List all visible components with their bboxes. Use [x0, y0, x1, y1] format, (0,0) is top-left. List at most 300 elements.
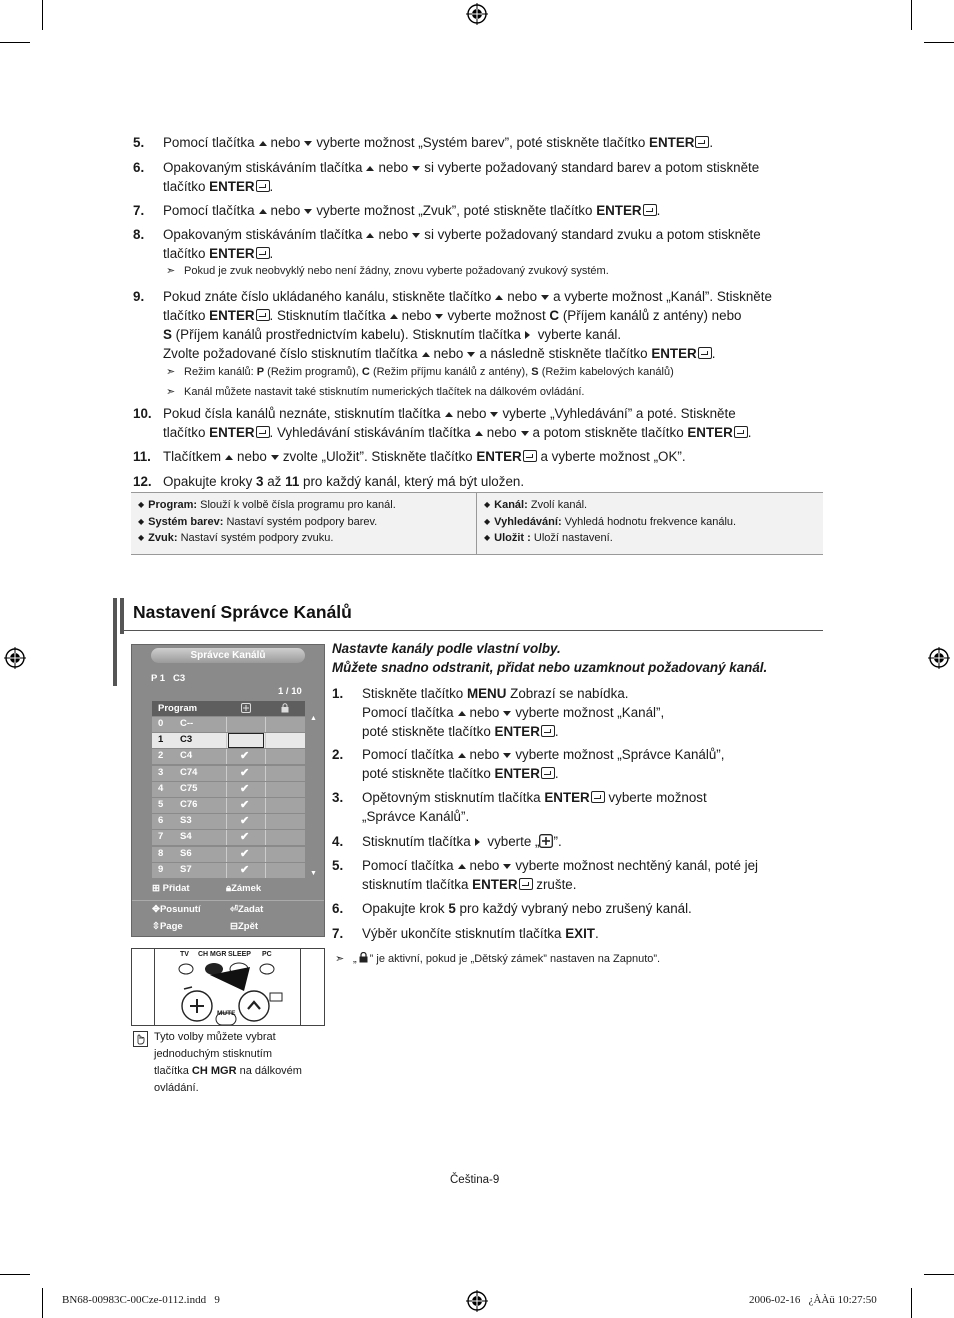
- remote-control-image: [131, 948, 325, 1026]
- text: vyberte možnost nechtěný kanál, poté jej: [515, 858, 759, 873]
- lock-icon: [359, 952, 368, 963]
- text: Pomocí tlačítka: [362, 705, 454, 720]
- text: C3: [173, 673, 186, 684]
- enter-icon: [695, 136, 709, 148]
- text: Pokud je zvuk neobvyklý nebo není žádny, znovu vyberte požadovaný zvukový systém.: [184, 265, 609, 277]
- text: CH MGR: [191, 1065, 237, 1077]
- intro-line: Nastavte kanály podle vlastní volby.: [332, 641, 561, 656]
- section-title: Nastavení Správce Kanálů: [133, 602, 352, 622]
- osd-enter-hint: [230, 904, 263, 915]
- text: poté stiskněte tlačítko: [362, 724, 491, 739]
- text: MENU: [466, 686, 507, 701]
- down-arrow-icon: [412, 166, 420, 171]
- text: Kanál:: [494, 499, 528, 511]
- note: [166, 264, 609, 277]
- text: nebo: [486, 425, 517, 440]
- text: Tlačítkem: [163, 449, 222, 464]
- add-icon: [241, 703, 251, 713]
- text: nebo: [469, 858, 500, 873]
- text: vyberte možnost „Správce Kanálů”,: [515, 747, 725, 762]
- divider: [265, 847, 266, 862]
- text: Systém barev:: [148, 515, 224, 528]
- text: vyberte možnost: [447, 308, 546, 323]
- down-arrow-icon: [304, 209, 312, 214]
- table-row: ◆ Zvuk: Nastaví systém podpory zvuku.: [138, 532, 334, 544]
- down-arrow-icon: [503, 864, 511, 869]
- text: Pomocí tlačítka: [362, 858, 454, 873]
- divider: [265, 766, 266, 781]
- text: nebo: [456, 406, 487, 421]
- table-row[interactable]: [152, 782, 305, 798]
- osd-row-number: 9: [158, 863, 164, 875]
- osd-header-row: [152, 701, 305, 716]
- down-arrow-icon: [435, 314, 443, 319]
- enter-icon: [523, 450, 537, 462]
- crop-mark: [0, 42, 30, 43]
- note-arrow-icon: ➣: [166, 366, 176, 378]
- crop-mark: [42, 1288, 43, 1318]
- section-rule: [124, 630, 823, 631]
- lock-icon: 🔒︎: [226, 883, 232, 894]
- text: .: [747, 425, 752, 440]
- up-arrow-icon: [458, 864, 466, 869]
- check-icon: ✔: [240, 799, 250, 811]
- table-row[interactable]: [152, 847, 305, 863]
- osd-row-channel: C4: [180, 750, 193, 762]
- enter-icon: [541, 767, 555, 779]
- text: Zpět: [237, 921, 259, 932]
- text: Kanál můžete nastavit také stisknutím numerických tlačítek na dálkovém ovládání.: [184, 386, 585, 398]
- osd-row-channel: S4: [180, 831, 192, 843]
- text: Pokud znáte číslo ukládaného kanálu, stiskněte tlačítko: [163, 289, 492, 304]
- text: ovládání.: [154, 1082, 199, 1094]
- text: Pokud čísla kanálů neznáte, stisknutím tlačítka: [163, 406, 441, 421]
- text: Page: [159, 921, 183, 932]
- text: (Režim programů),: [267, 366, 359, 378]
- text: .: [269, 246, 274, 261]
- add-icon: ⊞: [152, 883, 160, 894]
- up-arrow-icon: [366, 233, 374, 238]
- enter-label: ENTER: [209, 179, 255, 194]
- text: 5: [448, 901, 456, 916]
- text: Pomocí tlačítka: [362, 747, 454, 762]
- step-number: 4.: [332, 834, 344, 849]
- osd-row-number: 8: [158, 847, 164, 859]
- text: nebo: [401, 308, 432, 323]
- text: ENTER: [472, 877, 518, 892]
- text: 3: [256, 474, 264, 489]
- divider: [226, 749, 227, 764]
- file-info: BN68-00983C-00Cze-0112.indd 9: [62, 1294, 220, 1306]
- text: P: [256, 366, 265, 378]
- osd-row-channel: C74: [180, 766, 198, 778]
- divider: [226, 733, 227, 748]
- enter-icon: [519, 878, 533, 890]
- divider: [265, 717, 266, 732]
- divider: [226, 766, 227, 781]
- osd-page: 1 / 10: [278, 686, 302, 697]
- text: S: [163, 327, 172, 342]
- table-row: ◆ Vyhledávání: Vyhledá hodnotu frekvence kanálu.: [484, 515, 737, 528]
- table-row[interactable]: [152, 863, 305, 879]
- table-row[interactable]: [152, 814, 305, 830]
- divider: [226, 847, 227, 862]
- text: Přidat: [162, 883, 190, 894]
- crop-mark: [911, 1288, 912, 1318]
- text: (Příjem kanálů prostřednictvím kabelu). Stisknutím tlačítka: [175, 327, 521, 342]
- info-table-left: [138, 497, 396, 547]
- divider: [476, 493, 477, 554]
- divider: [265, 749, 266, 764]
- text: nebo: [469, 747, 500, 762]
- table-row: ◆ Systém barev: Nastaví systém podpory barev.: [138, 515, 378, 528]
- text: Stiskněte tlačítko: [362, 686, 464, 701]
- text: Tyto volby můžete vybrat: [154, 1031, 276, 1043]
- up-arrow-icon: [475, 431, 483, 436]
- text: Zadat: [237, 904, 264, 915]
- text: Slouží k volbě čísla programu pro kanál.: [200, 499, 396, 511]
- up-arrow-icon: [390, 314, 398, 319]
- enter-label: ENTER: [209, 425, 255, 440]
- divider: [226, 782, 227, 797]
- mute-label: MUTE: [217, 1010, 236, 1017]
- text: ENTER: [494, 724, 540, 739]
- osd-row-channel: C--: [180, 718, 194, 729]
- up-arrow-icon: [458, 753, 466, 758]
- text: Vyhledá hodnotu frekvence kanálu.: [564, 515, 737, 528]
- page-number: Čeština-9: [450, 1174, 500, 1186]
- osd-add-hint: [152, 883, 190, 894]
- step-number: 5.: [332, 858, 344, 873]
- divider: [226, 814, 227, 829]
- divider: [226, 798, 227, 813]
- tv-label: TV: [180, 951, 189, 958]
- hand-icon: [133, 1031, 148, 1047]
- section-bar: [120, 598, 124, 634]
- text: ”.: [553, 834, 562, 849]
- step-number: 12.: [133, 474, 152, 489]
- text: tlačítko: [163, 308, 206, 323]
- note: [166, 365, 674, 378]
- page-icon: ⇳: [152, 921, 160, 932]
- up-arrow-icon: [445, 412, 453, 417]
- text: vyberte „Vyhledávání” a poté. Stiskněte: [502, 406, 736, 421]
- enter-icon: [256, 426, 270, 438]
- table-row[interactable]: [152, 798, 305, 814]
- osd-row-number: 0: [158, 718, 164, 729]
- text: Opakujte krok: [362, 901, 445, 916]
- osd-row-number: 3: [158, 766, 164, 778]
- osd-back-hint: [230, 921, 258, 932]
- text: . Stisknutím tlačítka: [269, 308, 386, 323]
- text: tlačítko: [163, 246, 206, 261]
- osd-row-number: 4: [158, 782, 164, 794]
- osd-row-number: 5: [158, 799, 164, 810]
- down-arrow-icon: [412, 233, 420, 238]
- registration-mark-icon: [4, 647, 26, 669]
- text: .: [554, 766, 559, 781]
- osd-page-hint: [152, 921, 183, 932]
- osd-move-hint: [152, 904, 201, 915]
- note-arrow-icon: ➣: [166, 386, 176, 398]
- text: Program:: [148, 499, 198, 511]
- crop-mark: [924, 1274, 954, 1275]
- text: EXIT: [565, 926, 595, 941]
- crop-mark: [911, 0, 912, 30]
- text: Zobrazí se nabídka.: [510, 686, 629, 701]
- up-arrow-icon: [225, 455, 233, 460]
- step-number: 1.: [332, 686, 344, 701]
- text: Zvolte požadované číslo stisknutím tlačítka: [163, 346, 418, 361]
- text: vyberte možnost „Kanál”,: [515, 705, 665, 720]
- return-icon: ⊟: [230, 921, 238, 932]
- osd-row-channel: S6: [180, 847, 192, 859]
- enter-icon: [256, 309, 270, 321]
- osd-row-channel: S3: [180, 815, 192, 827]
- check-icon: ✔: [240, 863, 250, 876]
- osd-row-number: 6: [158, 815, 164, 827]
- text: Opakovaným stiskáváním tlačítka: [163, 227, 363, 242]
- text: (Režim kabelových kanálů): [541, 366, 674, 378]
- check-icon: ✔: [240, 831, 250, 844]
- text: vyberte možnost „Systém barev”, poté stiskněte tlačítko: [316, 135, 646, 150]
- table-row[interactable]: [152, 717, 305, 733]
- text: stisknutím tlačítka: [362, 877, 469, 892]
- text: na dálkovém: [239, 1065, 302, 1077]
- enter-label: ENTER: [596, 203, 642, 218]
- osd-row-channel: C76: [180, 799, 198, 810]
- divider: [265, 798, 266, 813]
- text: . Vyhledávání stiskáváním tlačítka: [269, 425, 471, 440]
- enter-icon: [256, 247, 270, 259]
- enter-icon: [541, 725, 555, 737]
- divider: [265, 782, 266, 797]
- text: .: [711, 346, 716, 361]
- enter-label: ENTER: [209, 246, 255, 261]
- down-arrow-icon: [304, 141, 312, 146]
- text: pro každý vybraný nebo zrušený kanál.: [459, 901, 692, 916]
- lock-icon: [281, 703, 289, 713]
- osd-row-channel: C3: [180, 734, 193, 746]
- text: až: [267, 474, 282, 489]
- check-icon: ✔: [240, 847, 250, 860]
- text: Zámek: [231, 883, 262, 894]
- step-number: 9.: [133, 289, 145, 304]
- text: tlačítka: [154, 1065, 189, 1077]
- text: (Režim příjmu kanálů z antény),: [372, 366, 529, 378]
- crop-mark: [42, 0, 43, 30]
- text: P 1: [151, 673, 166, 684]
- check-icon: ✔: [240, 750, 250, 763]
- text: nebo: [378, 160, 409, 175]
- info-table: [131, 492, 823, 555]
- text: Nastaví systém podpory zvuku.: [180, 532, 334, 544]
- info-table-right: [484, 497, 736, 547]
- enter-label: ENTER: [476, 449, 522, 464]
- text: Pomocí tlačítka: [163, 135, 255, 150]
- text: ” nastaven na Zapnuto: [543, 953, 654, 965]
- text: C: [361, 366, 370, 378]
- text: nebo: [469, 705, 500, 720]
- step-number: 5.: [133, 135, 145, 150]
- text: Pomocí tlačítka: [163, 203, 255, 218]
- scroll-down-icon[interactable]: ▼: [310, 870, 317, 877]
- enter-icon: [643, 204, 657, 216]
- text: .: [709, 135, 714, 150]
- registration-mark-icon: [466, 3, 488, 25]
- scroll-up-icon[interactable]: ▲: [310, 715, 317, 722]
- up-arrow-icon: [366, 166, 374, 171]
- up-arrow-icon: [259, 209, 267, 214]
- text: Nastaví systém podpory barev.: [226, 515, 378, 528]
- up-arrow-icon: [422, 352, 430, 357]
- text: Režim kanálů:: [184, 366, 254, 378]
- text: Opětovným stisknutím tlačítka: [362, 790, 541, 805]
- crop-mark: [924, 42, 954, 43]
- divider: [265, 863, 266, 878]
- table-row[interactable]: [152, 766, 305, 782]
- text: „Správce Kanálů”.: [362, 809, 470, 824]
- osd-row-number: 2: [158, 750, 164, 762]
- crop-mark: [0, 1274, 30, 1275]
- check-icon: ✔: [240, 766, 250, 779]
- down-arrow-icon: [467, 352, 475, 357]
- text: tlačítko: [163, 425, 206, 440]
- step-number: 7.: [133, 203, 145, 218]
- note-arrow-icon: ➣: [166, 265, 176, 277]
- table-row[interactable]: [152, 749, 305, 765]
- text: nebo: [270, 203, 301, 218]
- print-date: 2006-02-16 ¿ÀÀü 10:27:50: [749, 1294, 877, 1306]
- text: zrušte.: [536, 877, 577, 892]
- step-number: 11.: [133, 449, 151, 464]
- osd-lock-hint: [226, 883, 261, 894]
- text: nebo: [237, 449, 267, 464]
- divider: [132, 900, 324, 901]
- text: Zvuk:: [148, 532, 178, 544]
- text: .: [594, 926, 599, 941]
- text: Výběr ukončíte stisknutím tlačítka: [362, 926, 562, 941]
- enter-icon: [256, 180, 270, 192]
- text: a vyberte možnost „Kanál”. Stiskněte: [553, 289, 772, 304]
- divider: [265, 814, 266, 829]
- right-arrow-icon: [475, 838, 480, 846]
- divider: [226, 717, 227, 732]
- add-icon: [539, 834, 553, 848]
- text: vyberte možnost „Zvuk”, poté stiskněte tlačítko: [316, 203, 593, 218]
- text: Uloží nastavení.: [533, 532, 613, 544]
- text: vyberte „: [487, 834, 540, 849]
- registration-mark-icon: [928, 647, 950, 669]
- text: Uložit :: [494, 532, 531, 544]
- osd-row-channel: S7: [180, 863, 192, 875]
- up-arrow-icon: [259, 141, 267, 146]
- check-icon: ✔: [240, 815, 250, 828]
- text: Posunutí: [159, 904, 201, 915]
- down-arrow-icon: [521, 431, 529, 436]
- step-number: 10.: [133, 406, 152, 421]
- text: pro každý kanál, který má být uložen.: [303, 474, 525, 489]
- text: Opakovaným stiskáváním tlačítka: [163, 160, 363, 175]
- text: si vyberte požadovaný standard barev a potom stiskněte: [424, 160, 760, 175]
- osd-program: [151, 673, 185, 684]
- section-bar: [113, 598, 117, 686]
- table-row[interactable]: [152, 733, 305, 749]
- step-number: 6.: [133, 160, 145, 175]
- up-arrow-icon: [458, 711, 466, 716]
- pc-label: PC: [262, 951, 272, 958]
- table-row: ◆ Uložit : Uloží nastavení.: [484, 532, 613, 544]
- divider: [265, 733, 266, 748]
- enter-icon: ⏎: [230, 904, 238, 915]
- text: vyberte kanál.: [537, 327, 622, 342]
- text: zvolte „Uložit”. Stiskněte tlačítko: [282, 449, 473, 464]
- text: „: [353, 953, 357, 965]
- enter-label: ENTER: [649, 135, 695, 150]
- table-row: ◆ Kanál: Zvolí kanál.: [484, 499, 588, 511]
- selection-cursor[interactable]: [228, 733, 264, 748]
- check-icon: ✔: [240, 782, 250, 795]
- text: a potom stiskněte tlačítko: [532, 425, 684, 440]
- move-icon: ✥: [152, 904, 160, 915]
- enter-icon: [698, 347, 712, 359]
- down-arrow-icon: [271, 455, 279, 460]
- chmgr-label: CH MGR: [198, 951, 227, 958]
- text: nebo: [270, 135, 301, 150]
- divider: [265, 830, 266, 845]
- text: (Příjem kanálů z antény) nebo: [562, 308, 742, 323]
- text: S: [531, 366, 539, 378]
- channel-manager-osd: [131, 644, 325, 937]
- text: a vyberte možnost „OK”.: [540, 449, 686, 464]
- note-arrow-icon: ➣: [335, 953, 345, 965]
- osd-row-number: 7: [158, 831, 164, 843]
- step-number: 3.: [332, 790, 344, 805]
- text: jednoduchým stisknutím: [154, 1048, 272, 1060]
- osd-title: Správce Kanálů: [151, 648, 305, 663]
- up-arrow-icon: [495, 295, 503, 300]
- table-row[interactable]: [152, 830, 305, 846]
- text: 11: [285, 474, 300, 489]
- registration-mark-icon: [466, 1290, 488, 1312]
- text: C: [549, 308, 560, 323]
- tip-text: [154, 1029, 302, 1097]
- down-arrow-icon: [503, 753, 511, 758]
- text: nebo: [433, 346, 464, 361]
- osd-row-number: 1: [158, 734, 164, 746]
- down-arrow-icon: [503, 711, 511, 716]
- text: tlačítko: [163, 179, 206, 194]
- text: poté stiskněte tlačítko: [362, 766, 491, 781]
- osd-row-channel: C75: [180, 782, 198, 794]
- text: nebo: [378, 227, 409, 242]
- osd-header-label: Program: [158, 703, 198, 714]
- step-number: 8.: [133, 227, 145, 242]
- text: Opakujte kroky: [163, 474, 253, 489]
- text: ”.: [653, 953, 661, 965]
- right-arrow-icon: [525, 331, 530, 339]
- lock-note: [335, 952, 660, 965]
- text: si vyberte požadovaný standard zvuku a potom stiskněte: [424, 227, 761, 242]
- step-number: 7.: [332, 926, 344, 941]
- enter-icon: [591, 791, 605, 803]
- enter-icon: [734, 426, 748, 438]
- text: .: [269, 179, 274, 194]
- text: ENTER: [494, 766, 540, 781]
- text: .: [656, 203, 661, 218]
- text: nebo: [507, 289, 538, 304]
- text: Vyhledávání:: [494, 515, 562, 528]
